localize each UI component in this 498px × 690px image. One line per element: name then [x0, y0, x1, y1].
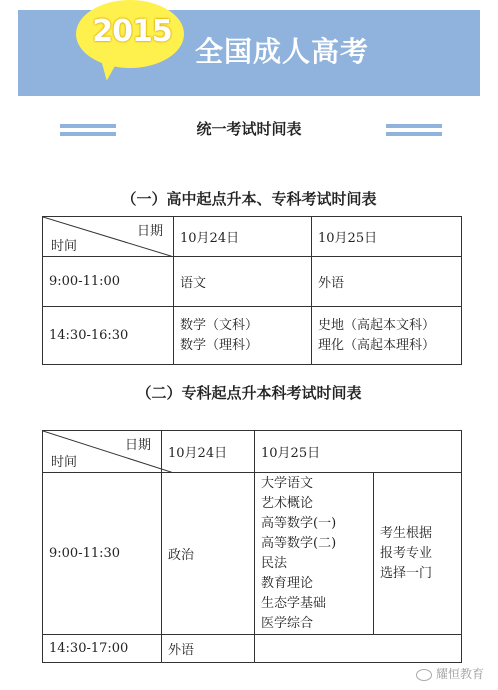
wechat-icon: [416, 669, 432, 681]
table-row: [43, 307, 462, 365]
subject: 民法: [261, 555, 288, 571]
note-line: 选择一门: [380, 565, 433, 581]
date-label: 日期: [124, 438, 151, 453]
subject: 医学综合: [261, 615, 314, 631]
note-line: 报考专业: [380, 545, 433, 561]
subject: 理化（高起本理科）: [318, 337, 436, 353]
table-row: [43, 635, 462, 663]
banner-title: 全国成人高考: [195, 35, 370, 68]
day1-header: 10月24日: [174, 217, 312, 257]
subject: 高等数学(一): [261, 515, 337, 531]
subject: 生态学基础: [261, 595, 327, 611]
diagonal-header-cell: [43, 431, 162, 473]
day2-header: 10月25日: [255, 431, 462, 473]
time-cell: 14:30-16:30: [43, 307, 174, 365]
watermark: [416, 665, 484, 682]
schedule-table-1: [42, 216, 462, 365]
day1-header: 10月24日: [162, 431, 255, 473]
note-line: 考生根据: [380, 525, 433, 541]
subject: 艺术概论: [261, 495, 314, 511]
day1-cell: 政治: [162, 473, 255, 635]
day2-cell: 外语: [312, 257, 462, 307]
time-label: 时间: [51, 455, 78, 470]
table-header-row: [43, 431, 462, 473]
day1-cell: [174, 307, 312, 365]
time-cell: 14:30-17:00: [43, 635, 162, 663]
subject: 大学语文: [261, 475, 314, 491]
subject: 高等数学(二): [261, 535, 337, 551]
banner-year: 2015: [92, 14, 172, 49]
time-cell: 9:00-11:00: [43, 257, 174, 307]
day2-cell: [255, 635, 462, 663]
time-cell: 9:00-11:30: [43, 473, 162, 635]
day1-cell: 外语: [162, 635, 255, 663]
subject: 数学（文科）: [180, 317, 259, 333]
date-label: 日期: [136, 224, 163, 239]
table-row: [43, 473, 462, 635]
table-row: [43, 257, 462, 307]
day2-header: 10月25日: [312, 217, 462, 257]
day2-note-cell: [374, 473, 462, 635]
subject: 教育理论: [261, 575, 314, 591]
subject: 数学（理科）: [180, 337, 259, 353]
day2-subjects-cell: [255, 473, 374, 635]
schedule-table-2: [42, 430, 462, 663]
section1-title: （一）高中起点升本、专科考试时间表: [121, 190, 377, 208]
page-subtitle: 统一考试时间表: [196, 120, 302, 138]
day1-cell: 语文: [174, 257, 312, 307]
diagonal-header-cell: [43, 217, 174, 257]
watermark-text: 耀恒教育: [435, 667, 484, 681]
subject: 史地（高起本文科）: [318, 317, 436, 333]
day2-cell: [312, 307, 462, 365]
section2-title: （二）专科起点升本科考试时间表: [136, 384, 362, 402]
time-label: 时间: [51, 239, 78, 254]
table-header-row: [43, 217, 462, 257]
